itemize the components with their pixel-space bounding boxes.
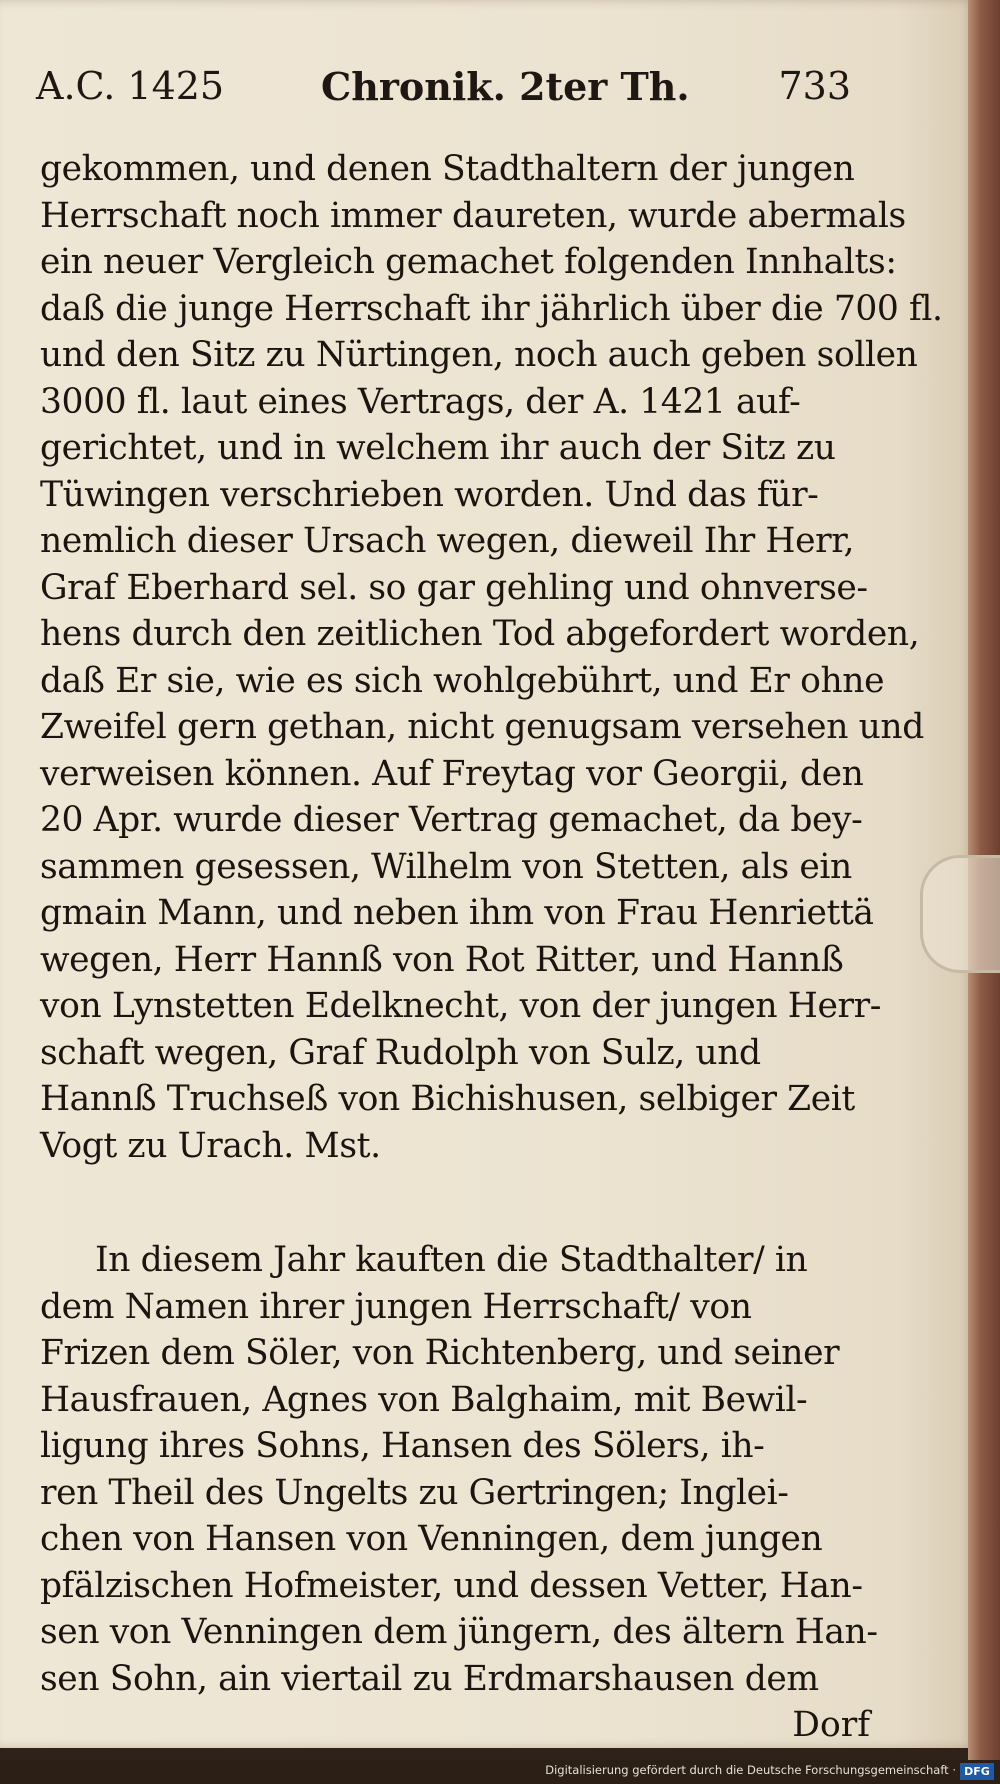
text-line: Hausfrauen, Agnes von Balghaim, mit Bewil- <box>40 1379 808 1420</box>
catchword: Dorf <box>792 1705 870 1745</box>
text-line: daß die junge Herrschaft ihr jährlich über die 700 fl. <box>40 288 943 329</box>
text-line: hens durch den zeitlichen Tod abgefordert worden, <box>40 614 920 654</box>
text-line: sammen gesessen, Wilhelm von Stetten, als ein <box>40 846 852 887</box>
text-line: chen von Hansen von Venningen, dem jungen <box>40 1519 823 1559</box>
text-line: wegen, Herr Hannß von Rot Ritter, und Hannß <box>40 939 844 980</box>
text-line: Hannß Truchseß von Bichishusen, selbiger Zeit <box>40 1079 855 1119</box>
paragraph-gap <box>40 1169 870 1237</box>
text-line: dem Namen ihrer jungen Herrschaft/ von <box>40 1286 752 1327</box>
text-line: ein neuer Vergleich gemachet folgenden Innhalts: <box>40 242 897 282</box>
text-line: gerichtet, und in welchem ihr auch der Sitz zu <box>40 428 836 468</box>
text-line: In diesem Jahr kauften die Stadthalter/ in <box>95 1240 808 1280</box>
paragraph-2 <box>40 1237 878 1702</box>
text-line: daß Er sie, wie es sich wohlgebührt, und Er ohne <box>40 660 885 701</box>
page-number: 733 <box>778 64 851 108</box>
text-line: gmain Mann, und neben ihm von Frau Henriettä <box>40 893 874 933</box>
text-line: pfälzischen Hofmeister, und dessen Vetter, Han- <box>40 1565 863 1606</box>
book-clasp <box>920 855 1000 973</box>
paragraph-1 <box>40 146 943 1169</box>
page-text <box>40 146 943 1749</box>
dfg-logo: DFG <box>960 1763 994 1780</box>
text-line: ligung ihres Sohns, Hansen des Sölers, ih- <box>40 1426 765 1466</box>
running-header <box>36 64 851 116</box>
header-title: Chronik. 2ter Th. <box>321 64 690 109</box>
text-line: schaft wegen, Graf Rudolph von Sulz, und <box>40 1032 761 1073</box>
text-line: nemlich dieser Ursach wegen, dieweil Ihr Herr, <box>40 521 855 561</box>
text-line: Herrschaft noch immer daureten, wurde abermals <box>40 195 906 236</box>
text-line: 20 Apr. wurde dieser Vertrag gemachet, da bey- <box>40 800 863 840</box>
text-line: Tüwingen verschrieben worden. Und das für- <box>40 474 819 515</box>
text-line: gekommen, und denen Stadthaltern der jungen <box>40 149 855 189</box>
footer-bar <box>0 1760 1000 1784</box>
text-line: 3000 fl. laut eines Vertrags, der A. 1421 auf- <box>40 381 801 422</box>
header-year: A.C. 1425 <box>36 64 225 108</box>
funding-note: Digitalisierung gefördert durch die Deutsche Forschungsgemeinschaft · <box>545 1763 956 1777</box>
text-line: von Lynstetten Edelknecht, von der jungen Herr- <box>40 986 881 1026</box>
text-line: sen Sohn, ain viertail zu Erdmarshausen dem <box>40 1658 819 1699</box>
text-line: Zweifel gern gethan, nicht genugsam versehen und <box>40 707 924 747</box>
text-line: Graf Eberhard sel. so gar gehling und ohnverse- <box>40 567 868 608</box>
text-line: ren Theil des Ungelts zu Gertringen; Inglei- <box>40 1472 789 1513</box>
text-line: und den Sitz zu Nürtingen, noch auch geben sollen <box>40 335 918 375</box>
text-line: Vogt zu Urach. Mst. <box>40 1125 381 1166</box>
text-line: Frizen dem Söler, von Richtenberg, und seiner <box>40 1333 840 1373</box>
text-line: sen von Venningen dem jüngern, des ältern Han- <box>40 1612 878 1652</box>
text-line: verweisen können. Auf Freytag vor Georgii, den <box>40 753 864 794</box>
